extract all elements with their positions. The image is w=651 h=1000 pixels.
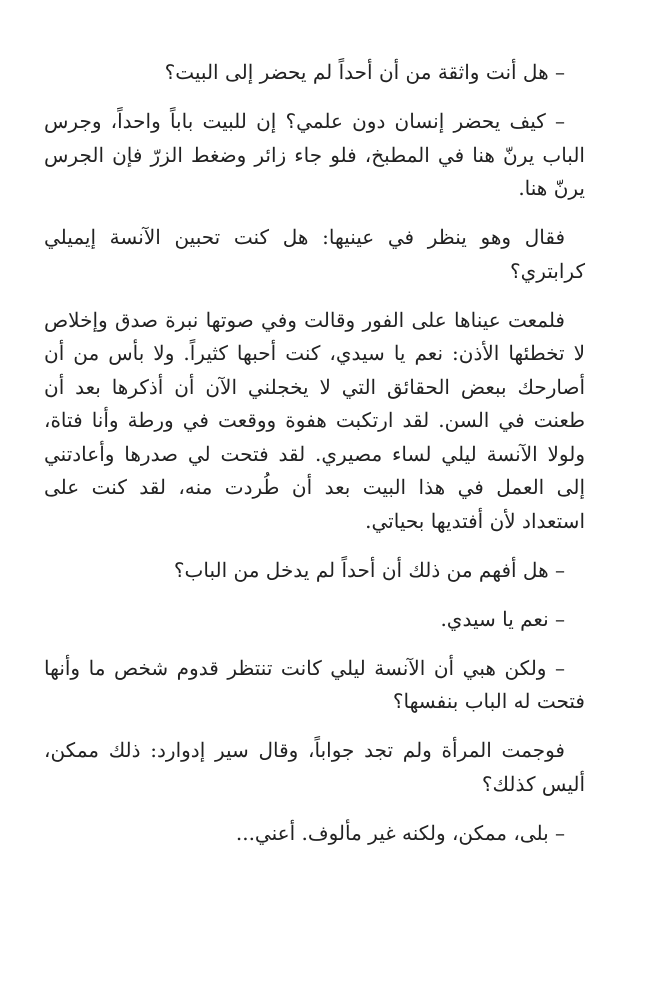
dialogue-paragraph: – بلى، ممكن، ولكنه غير مألوف. أعني... — [235, 820, 565, 845]
dialogue-paragraph: – ولكن هبي أن الآنسة ليلي كانت تنتظر قدوم شخص ما وأنها فتحت له الباب بنفسها؟ — [44, 655, 585, 713]
dialogue-paragraph: – هل أنت واثقة من أن أحداً لم يحضر إلى البيت؟ — [164, 60, 565, 84]
narration-paragraph: فوجمت المرأة ولم تجد جواباً، وقال سير إدوارد: ذلك ممكن، أليس كذلك؟ — [44, 738, 585, 796]
dialogue-paragraph: – هل أفهم من ذلك أن أحداً لم يدخل من الباب؟ — [173, 557, 565, 582]
dialogue-paragraph: – كيف يحضر إنسان دون علمي؟ إن للبيت باباً واحداً، وجرس الباب يرنّ هنا في المطبخ، فلو جاء زائر وضغط الزرّ فإن الجرس يرنّ هنا. — [44, 109, 585, 200]
narration-paragraph: فلمعت عيناها على الفور وقالت وفي صوتها نبرة صدق وإخلاص لا تخطئها الأذن: نعم يا سيدي، كنت أحبها كثيراً. ولا بأس من أن أصارحك ببعض الحقائق التي لا يخجلني الآن أن أذكرها بعد أن طعنت في السن. لقد ارتكبت هفوة ووقعت في ورطة وأنا فتاة، ولولا الآنسة ليلي لساء مصيري. لقد فتحت لي صدرها وأعادتني إلى العمل في هذا البيت بعد أن طُردت منه، لقد كنت على استعداد لأن أفتديها بحياتي. — [44, 307, 586, 533]
narration-paragraph: فقال وهو ينظر في عينيها: هل كنت تحبين الآنسة إيميلي كرابتري؟ — [44, 225, 585, 283]
dialogue-paragraph: – نعم يا سيدي. — [440, 606, 565, 631]
